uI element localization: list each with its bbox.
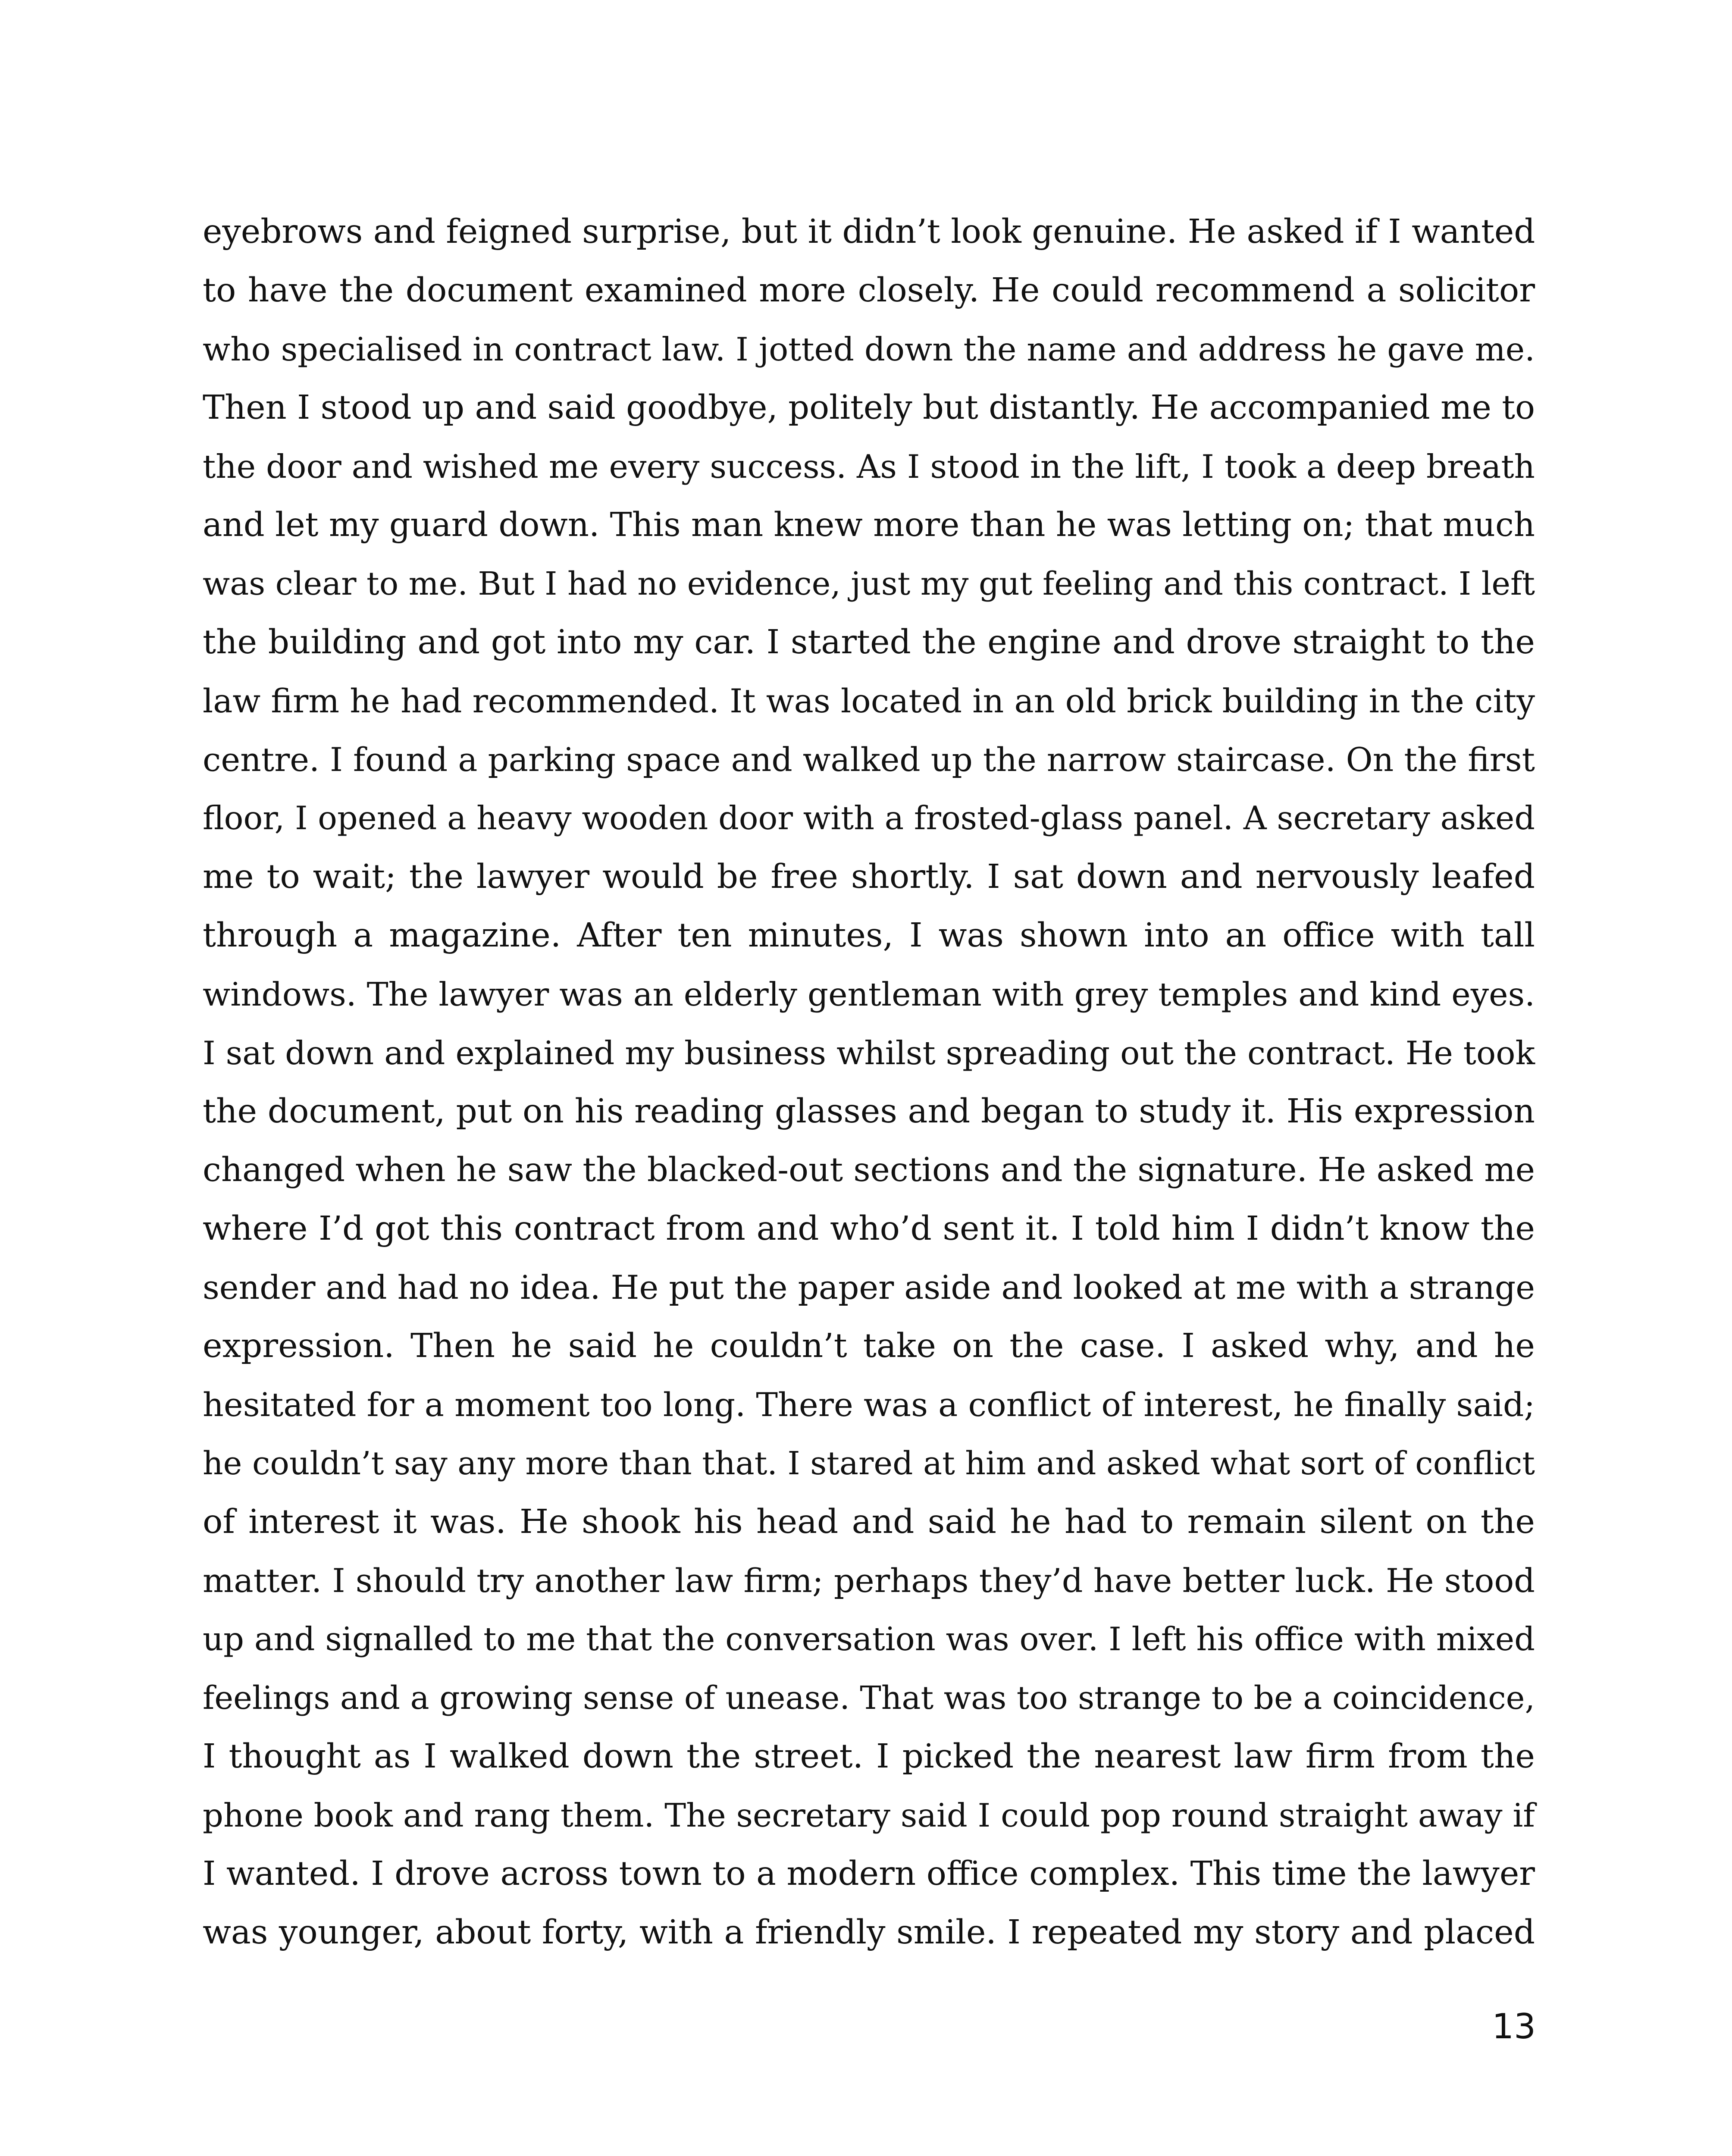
text-line: phone book and rang them. The secretary said I could pop round straight away if	[203, 1796, 1535, 1834]
text-line: where I’d got this contract from and who’d sent it. I told him I didn’t know the	[203, 1210, 1535, 1248]
text-line: windows. The lawyer was an elderly gentleman with grey temples and kind eyes.	[203, 975, 1535, 1013]
text-line: floor, I opened a heavy wooden door with a frosted-glass panel. A secretary asked	[203, 799, 1535, 837]
text-line: to have the document examined more closely. He could recommend a solicitor	[203, 271, 1535, 310]
text-line: hesitated for a moment too long. There was a conflict of interest, he finally said;	[203, 1386, 1535, 1424]
body-text	[203, 203, 1535, 1962]
text-line: matter. I should try another law firm; perhaps they’d have better luck. He stood	[203, 1561, 1535, 1600]
text-line: up and signalled to me that the conversation was over. I left his office with mixed	[203, 1620, 1535, 1658]
text-line: I wanted. I drove across town to a modern office complex. This time the lawyer	[203, 1855, 1535, 1893]
text-line: eyebrows and feigned surprise, but it didn’t look genuine. He asked if I wanted	[203, 213, 1535, 251]
text-line: changed when he saw the blacked-out sections and the signature. He asked me	[203, 1151, 1535, 1189]
text-line: through a magazine. After ten minutes, I was shown into an office with tall	[203, 916, 1535, 955]
text-line: I thought as I walked down the street. I picked the nearest law firm from the	[203, 1737, 1535, 1776]
text-line: Then I stood up and said goodbye, politely but distantly. He accompanied me to	[203, 389, 1535, 427]
text-line: who specialised in contract law. I jotted down the name and address he gave me.	[203, 330, 1535, 368]
text-line: me to wait; the lawyer would be free shortly. I sat down and nervously leafed	[203, 858, 1535, 896]
text-line: and let my guard down. This man knew more than he was letting on; that much	[203, 506, 1535, 544]
text-line: I sat down and explained my business whilst spreading out the contract. He took	[203, 1034, 1535, 1072]
page-number: 13	[1492, 2006, 1536, 2046]
text-line: feelings and a growing sense of unease. That was too strange to be a coincidence,	[203, 1680, 1535, 1717]
text-line: was younger, about forty, with a friendly smile. I repeated my story and placed	[203, 1913, 1535, 1952]
text-line: he couldn’t say any more than that. I stared at him and asked what sort of conflict	[203, 1445, 1535, 1482]
text-line: the document, put on his reading glasses and began to study it. His expression	[203, 1092, 1535, 1131]
text-line: the door and wished me every success. As I stood in the lift, I took a deep breath	[203, 448, 1535, 486]
text-line: law firm he had recommended. It was located in an old brick building in the city	[203, 682, 1535, 720]
text-line: of interest it was. He shook his head and said he had to remain silent on the	[203, 1503, 1535, 1541]
text-line: expression. Then he said he couldn’t take on the case. I asked why, and he	[203, 1327, 1535, 1365]
text-line: sender and had no idea. He put the paper aside and looked at me with a strange	[203, 1269, 1535, 1307]
text-line: was clear to me. But I had no evidence, just my gut feeling and this contract. I left	[203, 565, 1535, 602]
text-line: centre. I found a parking space and walked up the narrow staircase. On the first	[203, 741, 1535, 779]
text-line: the building and got into my car. I started the engine and drove straight to the	[203, 623, 1535, 661]
